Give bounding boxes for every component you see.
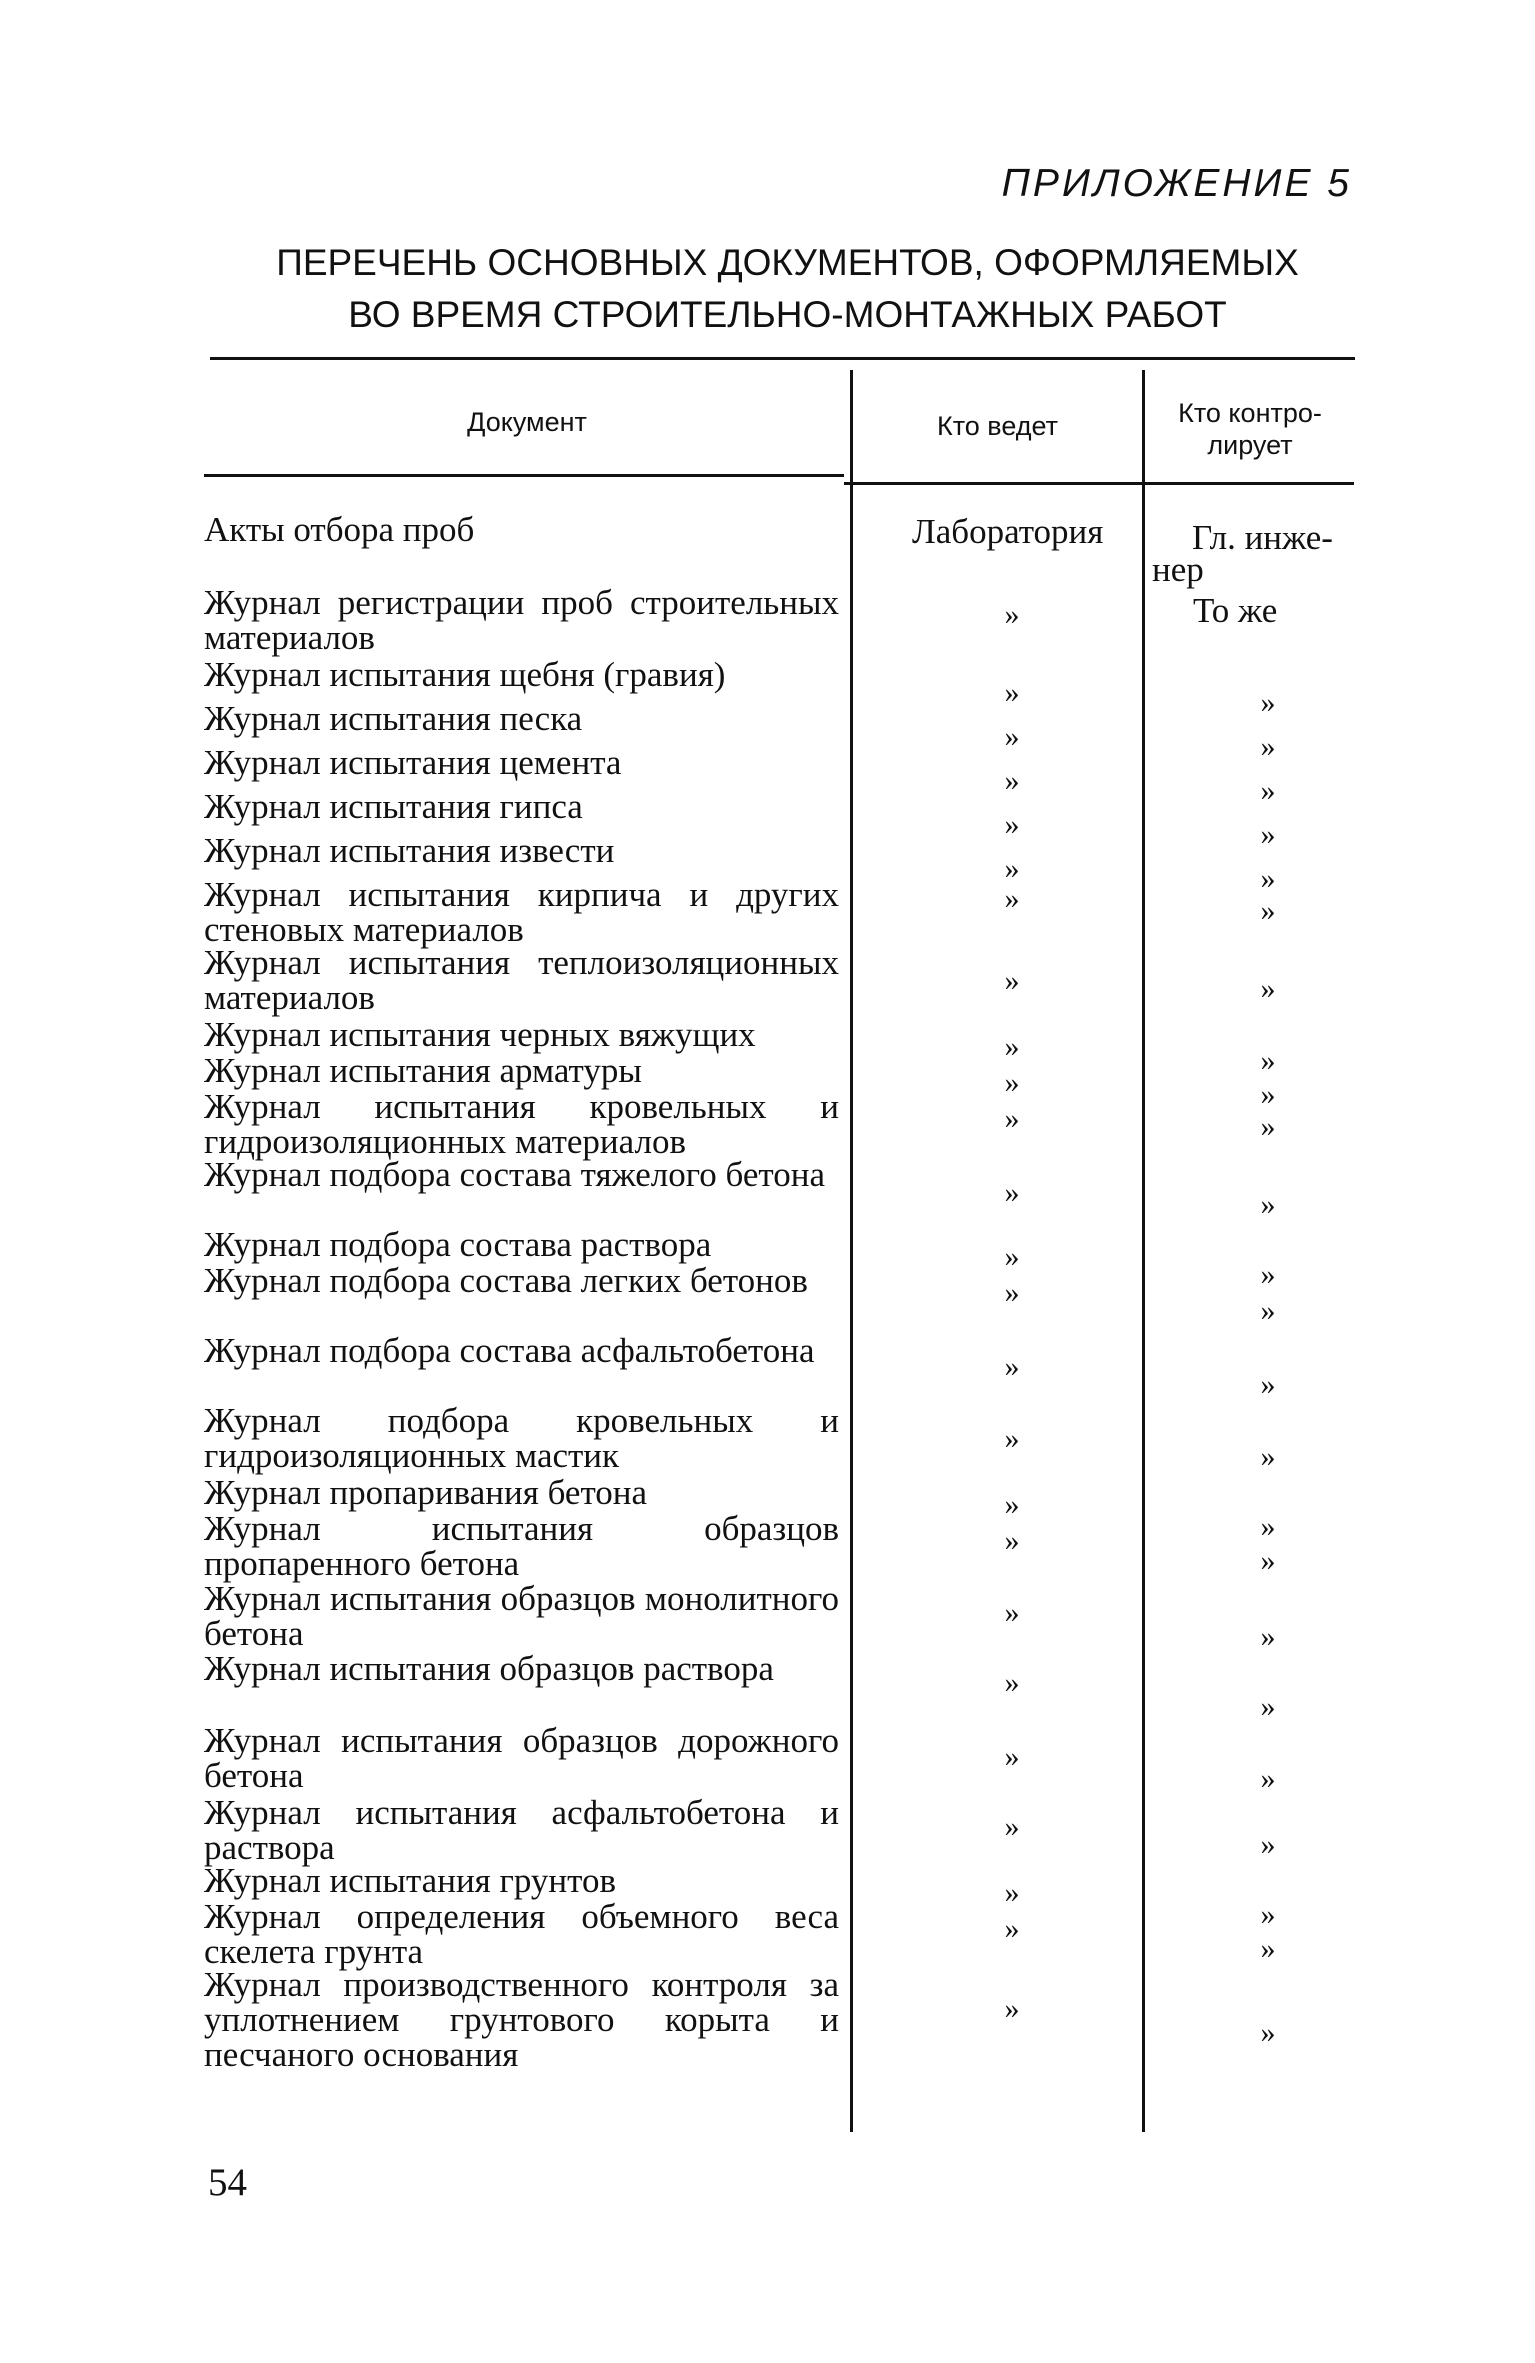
controller-same: То же (1193, 591, 1278, 630)
controller-ditto-mark: » (1260, 774, 1276, 807)
page-title (200, 237, 1375, 341)
header-document: Документ (467, 407, 587, 437)
controller-ditto-mark: » (1260, 894, 1276, 927)
controller-ditto-mark: » (1260, 1078, 1276, 1111)
controller-chief-engineer-line-2: нер (1152, 550, 1204, 589)
document-row: Журнал испытания извести (204, 831, 615, 870)
column-divider-2 (1142, 370, 1145, 2132)
document-row: Журнал подбора кровельных и гидроизоляционных мастик (204, 1401, 839, 1475)
controller-ditto-mark: » (1260, 1510, 1276, 1543)
document-row: Журнал испытания песка (204, 699, 583, 738)
controller-ditto-mark: » (1260, 972, 1276, 1005)
document-row: Журнал испытания грунтов (204, 1861, 617, 1900)
controller-ditto-mark: » (1260, 730, 1276, 763)
keeper-ditto-mark: » (1004, 1422, 1020, 1455)
controller-ditto-mark: » (1260, 1828, 1276, 1861)
keeper-ditto-mark: » (1004, 808, 1020, 841)
document-row: Журнал испытания асфальтобетона и раствора (204, 1793, 839, 1867)
header-controller-line-1: Кто контро- (1178, 398, 1322, 428)
document-row: Журнал испытания образцов дорожного бетона (204, 1721, 839, 1795)
document-row: Журнал регистрации проб строительных материалов (204, 583, 839, 657)
controller-ditto-mark: » (1260, 1110, 1276, 1143)
document-row: Журнал пропаривания бетона (204, 1473, 648, 1512)
keeper-ditto-mark: » (1004, 1240, 1020, 1273)
keeper-ditto-mark: » (1004, 1176, 1020, 1209)
document-row: Журнал подбора состава раствора (204, 1225, 712, 1264)
keeper-ditto-mark: » (1004, 1992, 1020, 2025)
document-row: Журнал испытания кровельных и гидроизоляционных материалов (204, 1087, 839, 1161)
keeper-ditto-mark: » (1004, 1030, 1020, 1063)
keeper-ditto-mark: » (1004, 1740, 1020, 1773)
keeper-ditto-mark: » (1004, 1524, 1020, 1557)
controller-ditto-mark: » (1260, 1544, 1276, 1577)
document-row: Журнал испытания щебня (гравия) (204, 655, 726, 694)
controller-ditto-mark: » (1260, 1294, 1276, 1327)
header-rule-left (204, 474, 844, 477)
keeper-laboratory: Лаборатория (912, 512, 1104, 551)
controller-chief-engineer-line-1: Гл. инже- (1192, 518, 1333, 557)
keeper-ditto-mark: » (1004, 598, 1020, 631)
controller-ditto-mark: » (1260, 2016, 1276, 2049)
document-row: Журнал испытания теплоизоляционных материалов (204, 943, 839, 1017)
keeper-ditto-mark: » (1004, 1666, 1020, 1699)
keeper-ditto-mark: » (1004, 1066, 1020, 1099)
keeper-ditto-mark: » (1004, 1810, 1020, 1843)
controller-ditto-mark: » (1260, 1258, 1276, 1291)
title-line-1: ПЕРЕЧЕНЬ ОСНОВНЫХ ДОКУМЕНТОВ, ОФОРМЛЯЕМЫХ (276, 242, 1299, 283)
document-row: Журнал подбора состава тяжелого бетона (204, 1155, 825, 1194)
document-row: Журнал испытания образцов пропаренного бетона (204, 1509, 839, 1583)
keeper-ditto-mark: » (1004, 1596, 1020, 1629)
header-keeper: Кто ведет (936, 411, 1058, 441)
document-row: Журнал испытания черных вяжущих (204, 1015, 756, 1054)
header-controller-line-2: лирует (1207, 430, 1293, 460)
keeper-ditto-mark: » (1004, 882, 1020, 915)
keeper-ditto-mark: » (1004, 720, 1020, 753)
page-number: 54 (208, 2161, 247, 2204)
document-row: Акты отбора проб (204, 510, 475, 549)
keeper-ditto-mark: » (1004, 1276, 1020, 1309)
controller-ditto-mark: » (1260, 1368, 1276, 1401)
controller-chief-engineer (1152, 520, 1333, 588)
controller-ditto-mark: » (1260, 1690, 1276, 1723)
header-rule-right (844, 482, 1354, 485)
controller-ditto-mark: » (1260, 1898, 1276, 1931)
controller-ditto-mark: » (1260, 1620, 1276, 1653)
document-row: Журнал определения объемного веса скелета грунта (204, 1897, 839, 1971)
keeper-ditto-mark: » (1004, 1876, 1020, 1909)
document-row: Журнал производственного контроля за уплотнением грунтового корыта и песчаного основания (204, 1965, 839, 2074)
keeper-ditto-mark: » (1004, 1350, 1020, 1383)
appendix-label: ПРИЛОЖЕНИЕ 5 (1001, 162, 1352, 205)
keeper-ditto-mark: » (1004, 1488, 1020, 1521)
keeper-ditto-mark: » (1004, 764, 1020, 797)
column-divider-1 (850, 370, 853, 2132)
controller-ditto-mark: » (1260, 1932, 1276, 1965)
controller-ditto-mark: » (1260, 862, 1276, 895)
keeper-ditto-mark: » (1004, 964, 1020, 997)
controller-ditto-mark: » (1260, 1044, 1276, 1077)
header-controller (1145, 397, 1355, 461)
document-row: Журнал испытания образцов раствора (204, 1649, 774, 1688)
keeper-ditto-mark: » (1004, 1102, 1020, 1135)
controller-ditto-mark: » (1260, 1188, 1276, 1221)
keeper-ditto-mark: » (1004, 1912, 1020, 1945)
document-row: Журнал испытания кирпича и других стеновых материалов (204, 875, 839, 949)
keeper-ditto-mark: » (1004, 852, 1020, 885)
document-row: Журнал подбора состава легких бетонов (204, 1261, 808, 1300)
controller-ditto-mark: » (1260, 1762, 1276, 1795)
keeper-ditto-mark: » (1004, 676, 1020, 709)
controller-ditto-mark: » (1260, 818, 1276, 851)
document-row: Журнал испытания образцов монолитного бетона (204, 1579, 839, 1653)
table-top-rule (210, 357, 1355, 360)
controller-ditto-mark: » (1260, 1440, 1276, 1473)
document-row: Журнал подбора состава асфальтобетона (204, 1331, 815, 1370)
document-row: Журнал испытания цемента (204, 743, 622, 782)
document-row: Журнал испытания гипса (204, 787, 583, 826)
controller-ditto-mark: » (1260, 686, 1276, 719)
title-line-2: ВО ВРЕМЯ СТРОИТЕЛЬНО-МОНТАЖНЫХ РАБОТ (348, 294, 1227, 335)
document-row: Журнал испытания арматуры (204, 1051, 642, 1090)
